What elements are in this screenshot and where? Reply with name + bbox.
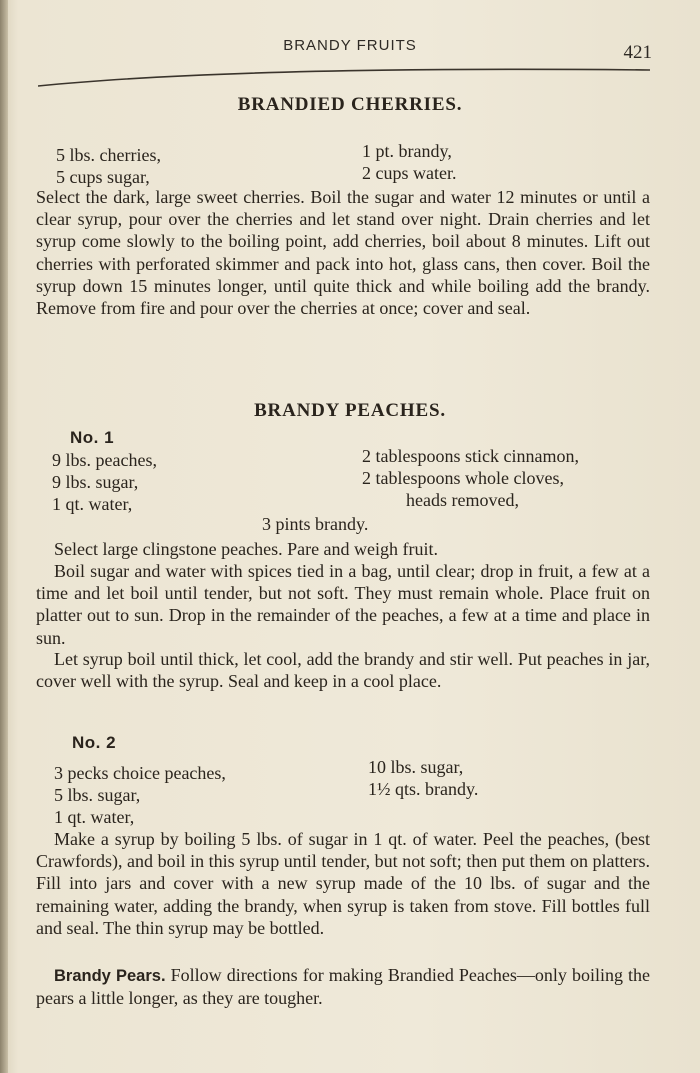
cherries-title: BRANDIED CHERRIES.	[237, 94, 463, 115]
peaches-no1-ingredient: heads removed,	[406, 490, 519, 510]
peaches-no2-paragraph	[36, 828, 650, 939]
peaches-no1-text: Select large clingstone peaches. Pare and weigh fruit.	[54, 539, 439, 559]
peaches-no1-brandy: 3 pints brandy.	[262, 514, 369, 534]
peaches-no1-paragraph	[36, 560, 650, 649]
peaches-no1-ingredient: 9 lbs. sugar,	[52, 472, 139, 492]
peaches-no2-ingredient: 1½ qts. brandy.	[368, 779, 479, 799]
pears-text: Follow directions for making Brandied Peaches—only boiling the pears a little longer, as they are tougher.	[36, 965, 651, 1009]
cherries-ingredient: 5 cups sugar,	[56, 167, 150, 187]
peaches-no1-paragraph	[36, 648, 650, 692]
page-number: 421	[623, 42, 652, 63]
peaches-no2-ingredient: 3 pecks choice peaches,	[54, 763, 226, 783]
peaches-no2-label: No. 2	[72, 733, 117, 752]
header-rule	[38, 64, 650, 88]
peaches-no2-ingredient: 5 lbs. sugar,	[54, 785, 141, 805]
cherries-ingredient: 2 cups water.	[362, 163, 457, 183]
cherries-ingredient: 1 pt. brandy,	[362, 141, 452, 161]
peaches-no1-ingredient: 9 lbs. peaches,	[52, 450, 157, 470]
cherries-ingredient: 5 lbs. cherries,	[56, 145, 161, 165]
pears-lead: Brandy Pears.	[54, 967, 166, 985]
book-spine	[0, 0, 8, 1073]
peaches-no1-paragraph	[36, 538, 650, 560]
peaches-title: BRANDY PEACHES.	[254, 400, 446, 421]
peaches-no1-text: Boil sugar and water with spices tied in a bag, until clear; drop in fruit, a few at a time and let boil until tender, but not soft. They must remain whole. Place fruit on platter out to sun. Drop in the remainder of the peaches, a few at a time and place in sun.	[36, 561, 650, 648]
peaches-no1-ingredient: 2 tablespoons whole cloves,	[362, 468, 564, 488]
peaches-no1-text: Let syrup boil until thick, let cool, add the brandy and stir well. Put peaches in jar, cover well with the syrup. Seal and keep in a cool place.	[36, 649, 650, 692]
peaches-no2-directions: Make a syrup by boiling 5 lbs. of sugar in 1 qt. of water. Peel the peaches, (best Crawfords), and boil in this syrup until tender, but not soft; then put them on platters. Fill into jars and cover with a new syrup made of the 10 lbs. of sugar and the remaining water, adding the brandy, when syrup is taken from stove. Fill bottles full and seal. The thin syrup may be bottled.	[36, 829, 650, 938]
running-head: BRANDY FRUITS	[283, 37, 417, 54]
peaches-no1-ingredient: 1 qt. water,	[52, 494, 133, 514]
cherries-directions: Select the dark, large sweet cherries. Boil the sugar and water 12 minutes or until a clear syrup, pour over the cherries and let stand over night. Drain cherries and let syrup come slowly to the boiling point, add cherries, boil about 8 minutes. Lift out cherries with perforated skimmer and pack into hot, glass cans, then cover. Boil the syrup down 15 minutes longer, until quite thick and while boiling add the brandy. Remove from fire and pour over the cherries at once; cover and seal.	[36, 187, 650, 319]
peaches-no2-ingredient: 1 qt. water,	[54, 807, 135, 827]
peaches-no1-ingredient: 2 tablespoons stick cinnamon,	[362, 446, 579, 466]
peaches-no1-label: No. 1	[70, 428, 115, 447]
peaches-no2-ingredient: 10 lbs. sugar,	[368, 757, 464, 777]
pears-paragraph	[36, 964, 650, 1009]
